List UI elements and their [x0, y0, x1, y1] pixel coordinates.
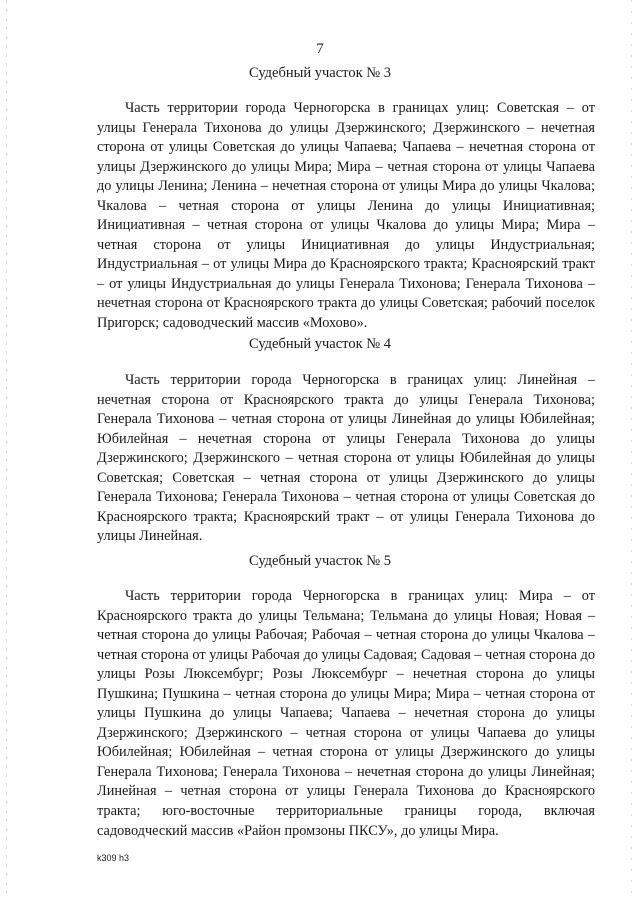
footer-code: k309 h3	[97, 853, 130, 863]
section-heading-4: Судебный участок № 4	[249, 336, 391, 352]
section-body-3: Часть территории города Черногорска в границах улиц: Советская – от улицы Генерала Тихонова до улицы Дзержинского; Дзержинского – нечетная сторона от улицы Советская до улицы Чапаева; Чапаева – нечетная сторона от улицы Дзержинского до улицы Мира; Мира – четная сторона от улицы Чапаева до улицы Ленина; Ленина – нечетная сторона от улицы Мира до улицы Чкалова; Чкалова – четная сторона от улицы Ленина до улицы Инициативная; Инициативная – четная сторона от улицы Чкалова до улицы Мира; Мира – четная сторона от улицы Инициативная до улицы Индустриальная; Индустриальная – от улицы Мира до Красноярского тракта; Красноярский тракт – от улицы Индустриальная до улицы Генерала Тихонова; Генерала Тихонова – нечетная сторона от Красноярского тракта до улицы Советская; рабочий поселок Пригорск; садоводческий массив «Мохово».	[97, 100, 595, 332]
section-body-4: Часть территории города Черногорска в границах улиц: Линейная – нечетная сторона от Красноярского тракта до улицы Генерала Тихонова; Генерала Тихонова – четная сторона от улицы Линейная до улицы Юбилейная; Юбилейная – нечетная сторона от улицы Генерала Тихонова до улицы Дзержинского; Дзержинского – четная сторона от улицы Юбилейная до улицы Советская; Советская – четная сторона от улицы Дзержинского до улицы Генерала Тихонова; Генерала Тихонова – четная сторона от улицы Советская до Красноярского тракта; Красноярский тракт – от улицы Генерала Тихонова до улицы Линейная.	[97, 372, 595, 545]
section-body-5: Часть территории города Черногорска в границах улиц: Мира – от Красноярского тракта до улицы Тельмана; Тельмана до улицы Новая; Новая – четная сторона до улицы Рабочая; Рабочая – четная сторона до улицы Чкалова – четная сторона от улицы Рабочая до улицы Садовая; Садовая – четная сторона до улицы Розы Люксембург; Розы Люксембург – нечетная сторона до улицы Пушкина; Пушкина – четная сторона до улицы Мира; Мира – четная сторона от улицы Пушкина до улицы Чапаева; Чапаева – нечетная сторона до улицы Дзержинского; Дзержинского – четная сторона от улицы Чапаева до улицы Юбилейная; Юбилейная – четная сторона от улицы Дзержинского до улицы Генерала Тихонова; Генерала Тихонова – нечетная сторона до улицы Линейная; Линейная – четная сторона от улицы Генерала Тихонова до Красноярского тракта; юго-восточные территориальные границы города, включая садоводческий массив «Район промзоны ПКСУ», до улицы Мира.	[97, 588, 595, 839]
section-heading-5: Судебный участок № 5	[249, 553, 391, 569]
page-number: 7	[316, 41, 324, 57]
scan-edge-left	[6, 0, 7, 897]
scan-edge-right	[631, 0, 632, 897]
section-heading-3: Судебный участок № 3	[249, 65, 391, 81]
